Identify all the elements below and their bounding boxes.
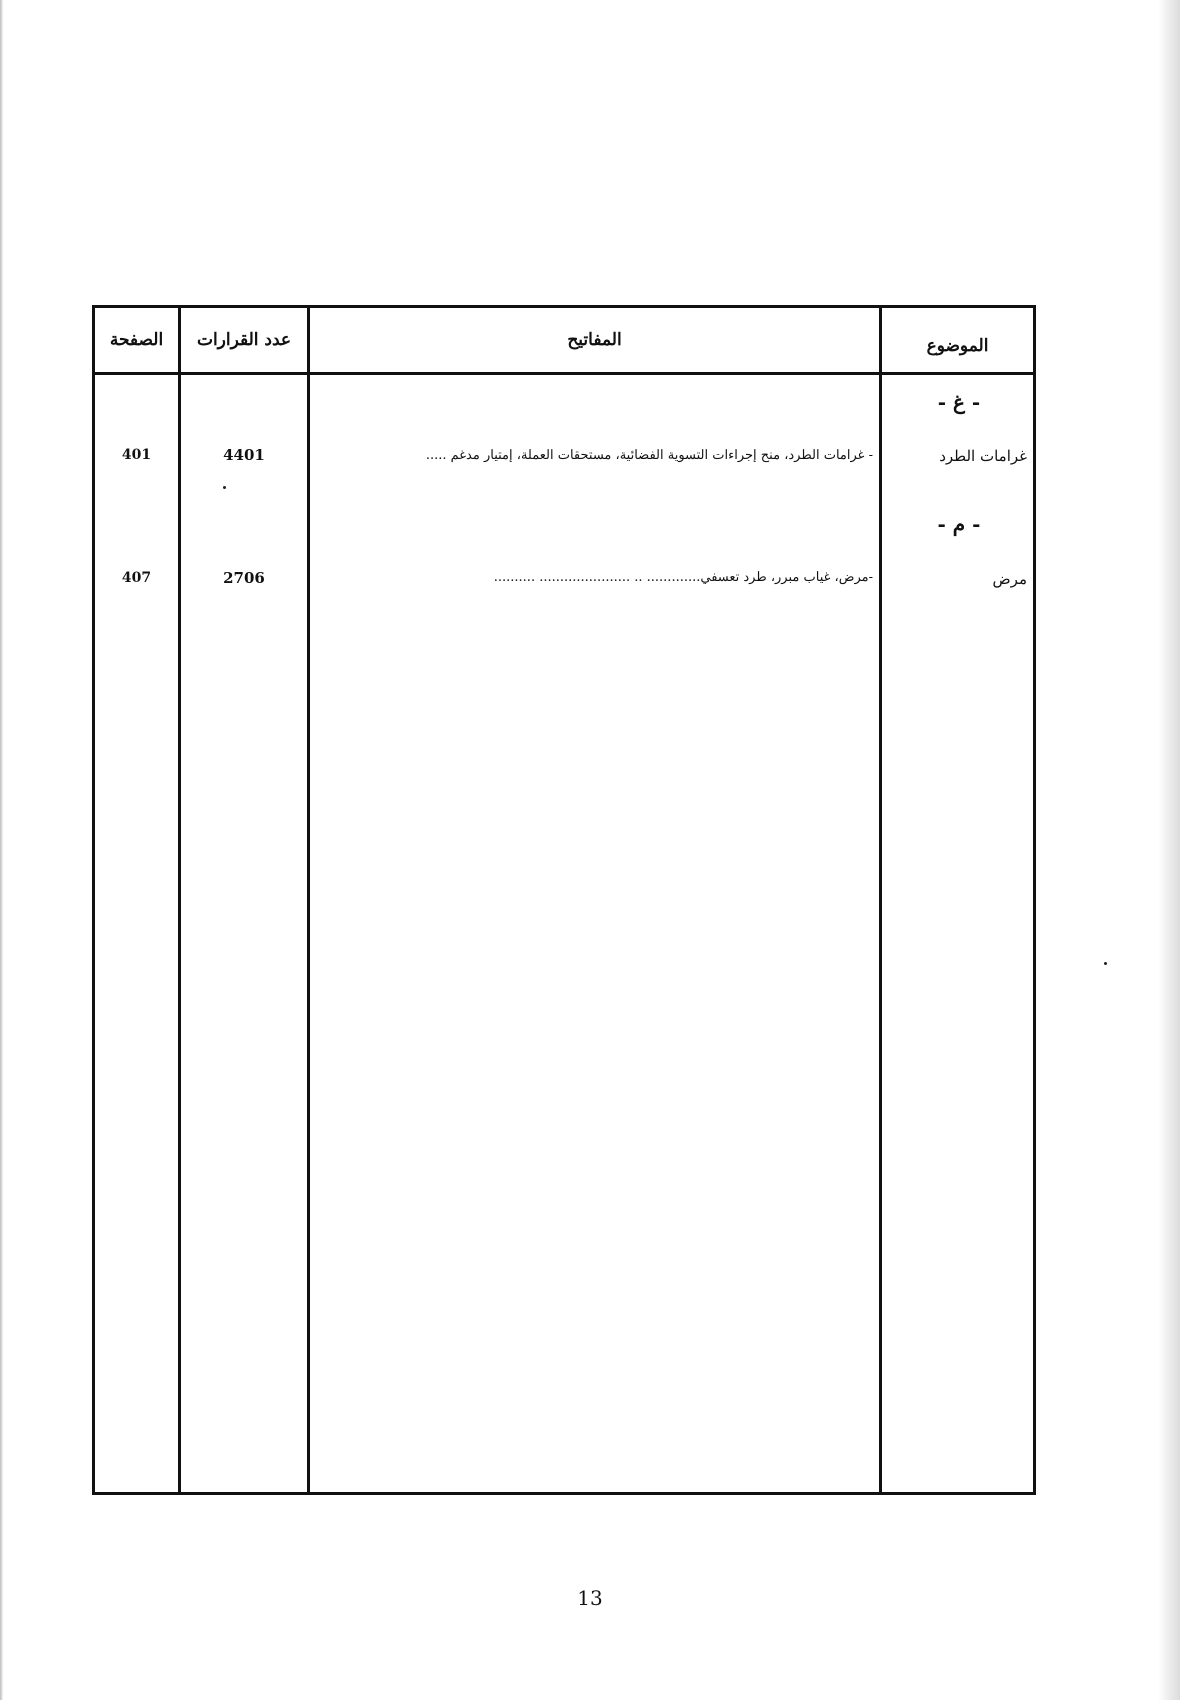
column-divider xyxy=(879,308,882,1492)
entry-page: 401 xyxy=(121,447,152,463)
index-table xyxy=(92,305,1036,1495)
section-letter-heading: - م - xyxy=(937,512,981,536)
header-decisions-count: عدد القرارات xyxy=(196,330,292,350)
page-number: 13 xyxy=(577,1586,603,1610)
scan-speck xyxy=(223,486,226,489)
scan-edge-right xyxy=(1158,0,1180,1700)
entry-decisions-count: 2706 xyxy=(223,569,265,587)
entry-decisions-count: 4401 xyxy=(223,446,265,464)
entry-keywords: -مرض، غياب مبرر، طرد تعسفي............. .. ...................... .......... xyxy=(493,570,873,585)
header-topic: الموضوع xyxy=(926,336,989,356)
column-divider xyxy=(178,308,181,1492)
entry-topic: غرامات الطرد xyxy=(939,447,1027,465)
column-divider xyxy=(307,308,310,1492)
entry-topic: مرض xyxy=(992,570,1027,588)
entry-keywords: - غرامات الطرد، منح إجراءات التسوية الفضائية، مستحقات العملة، إمتيار مدغم ..... xyxy=(425,448,873,463)
scan-speck xyxy=(1104,962,1107,965)
entry-page: 407 xyxy=(121,570,152,586)
scan-edge-left xyxy=(0,0,3,1700)
header-page: الصفحة xyxy=(109,330,164,350)
header-keywords: المفاتيح xyxy=(567,330,622,350)
section-letter-heading: - غ - xyxy=(937,390,981,414)
